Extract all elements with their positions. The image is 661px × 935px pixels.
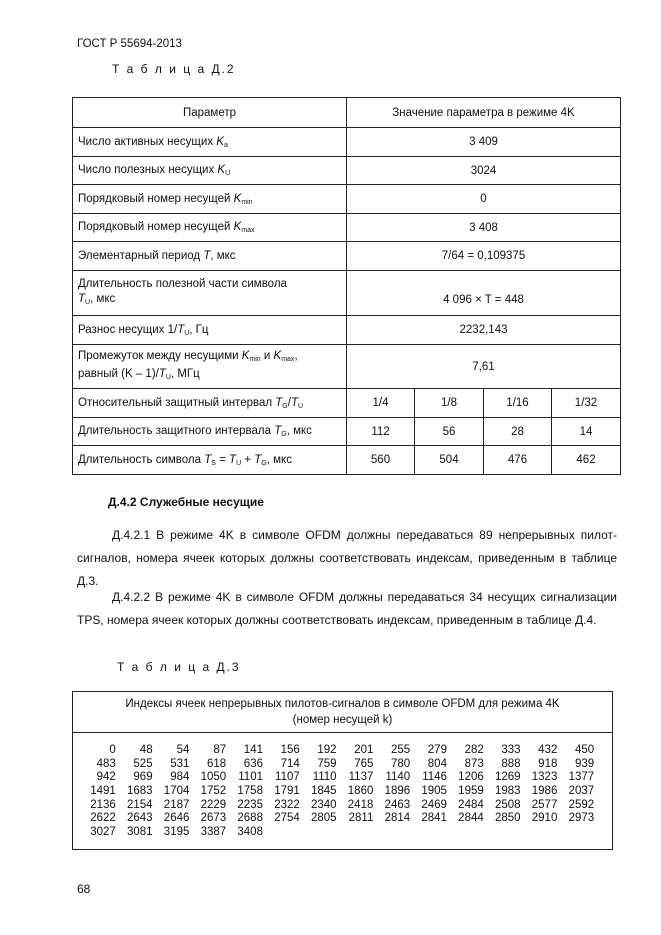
- table-d2-caption: Т а б л и ц а Д.2: [112, 62, 236, 76]
- table-cell: 1107: [275, 771, 300, 784]
- sym-value: 476: [484, 446, 552, 475]
- row-spacing-label: Разнос несущих $1/T_U$, Гц: [73, 316, 347, 345]
- table-d3-header-line1: Индексы ячеек непрерывных пилотов-сигналов в символе OFDM для режима 4K: [125, 698, 560, 710]
- table-cell: 2646: [163, 812, 190, 825]
- table-cell: 2508: [494, 798, 521, 811]
- table-cell: 3195: [163, 826, 190, 839]
- table-cell: 2235: [237, 798, 263, 811]
- table-d3-caption: Т а б л и ц а Д.3: [117, 660, 241, 674]
- table-cell: 942: [96, 771, 116, 784]
- table-d3-body: [79, 744, 594, 840]
- table-cell: 888: [501, 757, 521, 770]
- table-cell: 2136: [90, 798, 116, 811]
- guard-dur-value: 112: [347, 418, 415, 446]
- guard-rel-value: 1/16: [484, 389, 552, 418]
- table-cell: 780: [390, 757, 411, 770]
- table-cell: 87: [213, 744, 227, 756]
- table-row: [79, 826, 594, 840]
- table-cell: 255: [390, 744, 411, 756]
- table-cell: 984: [170, 771, 190, 784]
- table-cell: 3027: [90, 826, 116, 839]
- table-row: [79, 812, 594, 826]
- table-cell: 3081: [127, 826, 153, 839]
- table-cell: 282: [464, 744, 484, 756]
- paragraph-d422: Д.4.2.2 В режиме 4K в символе OFDM должны передаваться 34 несущих сигнализации TPS, номера ячеек которых должны соответствовать индексам, приведенным в таблице Д.4.: [77, 590, 617, 627]
- table-cell: 1752: [200, 785, 227, 798]
- table-cell: 48: [139, 744, 153, 756]
- table-cell: 765: [354, 757, 374, 770]
- table-cell: 2484: [458, 798, 484, 811]
- table-cell: 1704: [163, 785, 190, 798]
- table-cell: 969: [133, 771, 153, 784]
- row-t-value: 7/64 = 0,109375: [347, 242, 621, 271]
- document-header: ГОСТ Р 55694-2013: [77, 38, 182, 50]
- table-cell: 1896: [384, 785, 411, 798]
- table-cell: 2592: [568, 798, 595, 811]
- table-cell: 1101: [238, 771, 263, 784]
- table-cell: 2643: [127, 812, 153, 825]
- row-t-label: Элементарный период T, мкс: [73, 242, 347, 271]
- table-cell: 2844: [458, 812, 484, 825]
- guard-rel-value: 1/8: [415, 389, 484, 418]
- table-cell: 2973: [568, 812, 595, 825]
- table-cell: 1845: [310, 785, 337, 798]
- table-cell: 3387: [200, 826, 227, 839]
- table-cell: 432: [538, 744, 558, 756]
- table-cell: 525: [133, 757, 153, 770]
- table-cell: 1683: [127, 785, 153, 798]
- table-cell: 2463: [384, 798, 411, 811]
- table-cell: 2322: [274, 798, 300, 811]
- row-ka-value: 3 409: [347, 128, 621, 157]
- table-cell: 1110: [312, 771, 337, 784]
- table-cell: 2850: [494, 812, 521, 825]
- table-cell: 54: [176, 744, 190, 756]
- table-cell: 1323: [531, 771, 558, 784]
- table-cell: 279: [427, 744, 447, 756]
- table-cell: 2340: [310, 798, 337, 811]
- row-gap-value: 7,61: [347, 345, 621, 389]
- table-cell: 201: [354, 744, 374, 756]
- row-kmin-value: 0: [347, 185, 621, 214]
- table-cell: 531: [170, 757, 190, 770]
- row-ku-value: 3024: [347, 157, 621, 185]
- table-row: [79, 785, 594, 799]
- table-cell: 2187: [163, 798, 190, 811]
- table-cell: 759: [317, 757, 337, 770]
- table-cell: 2811: [348, 812, 374, 825]
- table-cell: 2037: [568, 785, 595, 798]
- table-cell: 2229: [200, 798, 227, 811]
- table-row: [79, 799, 594, 813]
- row-ku-label: Число полезных несущих $K_U$: [73, 157, 347, 185]
- row-tu-label: Длительность полезной части символа $T_U$, мкс: [73, 271, 347, 316]
- row-guard-dur-label: Длительность защитного интервала $T_G$, мкс: [73, 418, 347, 446]
- table-cell: 714: [280, 757, 300, 770]
- guard-rel-value: 1/4: [347, 389, 415, 418]
- table-cell: 636: [243, 757, 263, 770]
- table-cell: 333: [501, 744, 521, 756]
- row-gap-label: Промежуток между несущими $K_{min}$ и $K_{max}$, равный $(K - 1)/T_U$, МГц: [73, 345, 347, 389]
- table-row: [79, 758, 594, 772]
- table-cell: 2154: [127, 798, 153, 811]
- table-cell: 192: [317, 744, 337, 756]
- row-sym-label: Длительность символа $T_S = T_U + T_G$, мкс: [73, 446, 347, 475]
- table-cell: 2841: [421, 812, 447, 825]
- table-row: [79, 744, 594, 758]
- table-cell: 1377: [568, 771, 595, 784]
- table-cell: 1791: [274, 785, 300, 798]
- table-cell: 873: [464, 757, 484, 770]
- table-cell: 1905: [421, 785, 447, 798]
- table-cell: 2814: [384, 812, 411, 825]
- table-cell: 2673: [200, 812, 227, 825]
- row-kmax-label: Порядковый номер несущей $K_{max}$: [73, 214, 347, 242]
- table-cell: 939: [574, 757, 595, 770]
- table-cell: 2577: [531, 798, 558, 811]
- table-cell: 141: [243, 744, 263, 756]
- table-cell: 2418: [347, 798, 374, 811]
- table-cell: 1050: [200, 771, 227, 784]
- table-cell: 1986: [531, 785, 558, 798]
- table-cell: 1983: [494, 785, 521, 798]
- table-cell: 2754: [274, 812, 300, 825]
- table-cell: 156: [280, 744, 300, 756]
- table-cell: 1959: [458, 785, 484, 798]
- table-cell: 2910: [531, 812, 558, 825]
- table-cell: 1860: [347, 785, 374, 798]
- table-d3: [72, 691, 613, 850]
- row-ka-label: Число активных несущих $K_a$: [73, 128, 347, 157]
- table-d3-header-line2: (номер несущей k): [292, 714, 393, 726]
- table-cell: 2688: [237, 812, 263, 825]
- table-cell: 1206: [458, 771, 484, 784]
- paragraph-d421: Д.4.2.1 В режиме 4K в символе OFDM должны передаваться 89 непрерывных пилот-сигналов, номера ячеек которых должны соответствовать индексам, приведенным в таблице Д.3.: [77, 528, 617, 588]
- table-cell: 1146: [422, 771, 447, 784]
- row-spacing-value: 2232,143: [347, 316, 621, 345]
- table-cell: 1758: [237, 785, 263, 798]
- table-cell: 1269: [494, 771, 521, 784]
- guard-dur-value: 56: [415, 418, 484, 446]
- sym-value: 462: [552, 446, 621, 475]
- table-cell: 804: [427, 757, 447, 770]
- table-cell: 483: [96, 757, 116, 770]
- table-cell: 3408: [237, 826, 263, 839]
- table-row: [79, 771, 594, 785]
- sym-value: 504: [415, 446, 484, 475]
- row-kmin-label: Порядковый номер несущей $K_{min}$: [73, 185, 347, 214]
- row-tu-value: 4 096 × T = 448: [347, 271, 621, 316]
- row-kmax-value: 3 408: [347, 214, 621, 242]
- table-cell: 2469: [421, 798, 447, 811]
- page-number: 68: [77, 882, 91, 896]
- table-cell: 450: [574, 744, 595, 756]
- table-cell: 2805: [310, 812, 337, 825]
- table-cell: 918: [538, 757, 558, 770]
- guard-rel-value: 1/32: [552, 389, 621, 418]
- table-cell: 2622: [90, 812, 116, 825]
- table-cell: 0: [109, 744, 116, 756]
- table-cell: 1137: [348, 771, 374, 784]
- guard-dur-value: 14: [552, 418, 621, 446]
- table-d3-header: [73, 692, 612, 733]
- table-cell: 1140: [385, 771, 411, 784]
- guard-dur-value: 28: [484, 418, 552, 446]
- col-header-value: Значение параметра в режиме 4K: [347, 98, 621, 128]
- section-title: Д.4.2 Служебные несущие: [108, 495, 264, 509]
- row-guard-rel-label: Относительный защитный интервал $T_G/T_U$: [73, 389, 347, 418]
- table-d2: [72, 97, 621, 475]
- table-cell: 1491: [90, 785, 116, 798]
- table-cell: 618: [207, 757, 227, 770]
- sym-value: 560: [347, 446, 415, 475]
- col-header-param: Параметр: [73, 98, 347, 128]
